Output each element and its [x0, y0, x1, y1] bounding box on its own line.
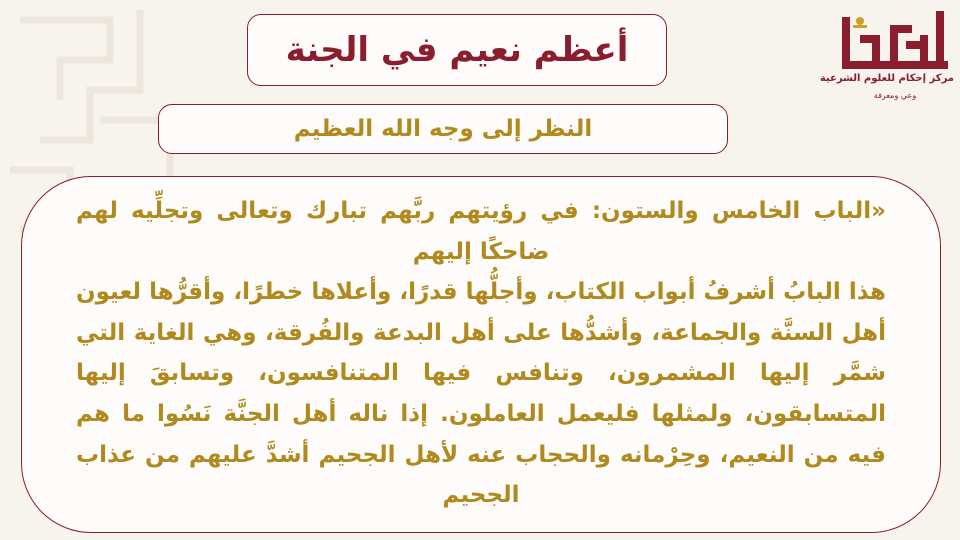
logo-mark-icon	[836, 5, 954, 75]
body-text: «الباب الخامس والستون: في رؤيتهم ربَّهم تبارك وتعالى وتجلِّيه لهم ضاحكًا إليهم هذا البابُ أشرفُ أبواب الكتاب، وأجلُّها قدرًا، وأعلاها خطرًا، وأقرُّها لعيون أهل السنَّة والجماعة، وأشدُّها على أهل البدعة والفُرقة، وهي الغاية التي شمَّر إليها المشمرون، وتنافس فيها المتنافسون، وتسابقَ إليها المتسابقون، ولمثلها فليعمل العاملون. إذا ناله أهل الجنَّة نَسُوا ما هم فيه من النعيم، وحِرْمانه والحجاب عنه لأهل الجحيم أشدَّ عليهم من عذاب الجحيم	[76, 198, 886, 509]
page-subtitle: النظر إلى وجه الله العظيم	[293, 116, 593, 142]
title-box	[247, 14, 667, 86]
page-title: أعظم نعيم في الجنة	[285, 30, 629, 70]
subtitle-box	[158, 104, 728, 154]
logo-org-name: مركز إحكام للعلوم الشرعية	[819, 73, 954, 84]
logo-tagline: وعي ومعرفة	[873, 91, 917, 100]
content-box	[21, 176, 941, 533]
logo	[819, 5, 954, 110]
